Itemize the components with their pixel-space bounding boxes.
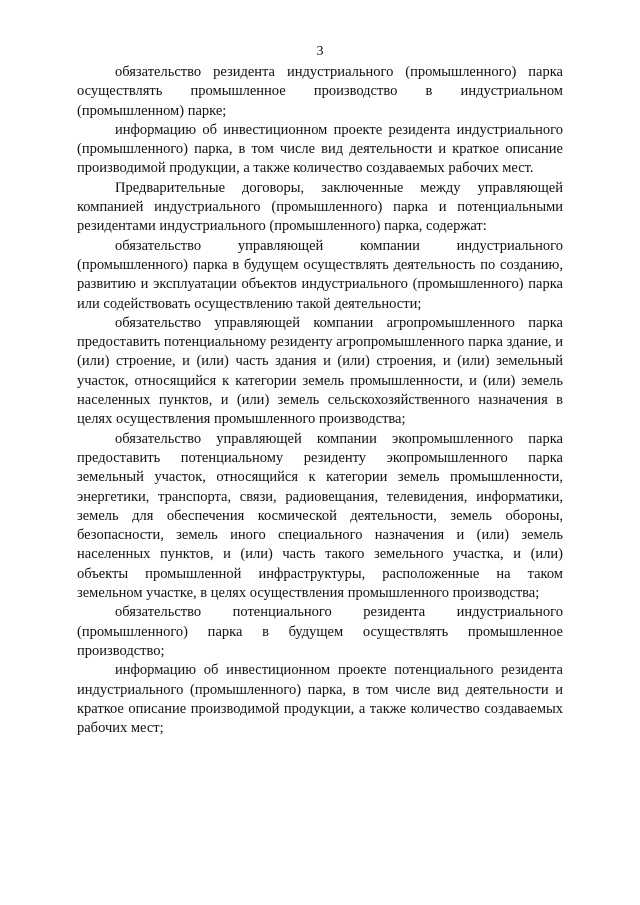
paragraph-preliminary-agreements: Предварительные договоры, заключенные между управляющей компанией индустриального (промышленного) парка и потенциальными резидентами индустриального (промышленного) парка, содержат:: [77, 179, 563, 235]
paragraph-potential-resident-obligation: обязательство потенциального резидента индустриального (промышленного) парка в будущем осуществлять промышленное производство;: [77, 604, 563, 659]
paragraph-eco-park-obligation: обязательство управляющей компании экопромышленного парка предоставить потенциальному резиденту экопромышленного парка земельный участок, относящийся к категории земель промышленности, энергетики, транспорта, связи, радиовещания, телевидения, информатики, земель для обеспечения космической деятельности, земель обороны, безопасности, земель иного специального назначения и (или) земель населенных пунктов, и (или) часть такого земельного участка, и (или) объекты промышленной инфраструктуры, расположенные на таком земельном участке, в целях осуществления промышленного производства;: [77, 430, 563, 602]
paragraph-resident-investment-info: информацию об инвестиционном проекте резидента индустриального (промышленного) парка, в том числе вид деятельности и краткое описание производимой продукции, а также количество создаваемых рабочих мест.: [77, 121, 563, 177]
page-number: 3: [316, 44, 324, 59]
document-body: [77, 63, 563, 738]
paragraph-agro-park-obligation: обязательство управляющей компании агропромышленного парка предоставить потенциальному резиденту агропромышленного парка здание, и (или) строение, и (или) часть здания и (или) строения, и (или) земельный участок, относящийся к категории земель промышленности, и (или) земель населенных пунктов, и (или) земель сельскохозяйственного назначения в целях осуществления промышленного производства;: [77, 314, 563, 428]
paragraph-resident-obligation: обязательство резидента индустриального (промышленного) парка осуществлять промышленное производство в индустриальном (промышленном) парке;: [77, 64, 563, 119]
paragraph-potential-resident-investment-info: информацию об инвестиционном проекте потенциального резидента индустриального (промышленного) парка, в том числе вид деятельности и краткое описание производимой продукции, а также количество создаваемых рабочих мест;: [77, 662, 563, 737]
paragraph-management-company-obligation: обязательство управляющей компании индустриального (промышленного) парка в будущем осуществлять деятельность по созданию, развитию и эксплуатации объектов индустриального (промышленного) парка или содействовать осуществлению такой деятельности;: [77, 237, 563, 312]
